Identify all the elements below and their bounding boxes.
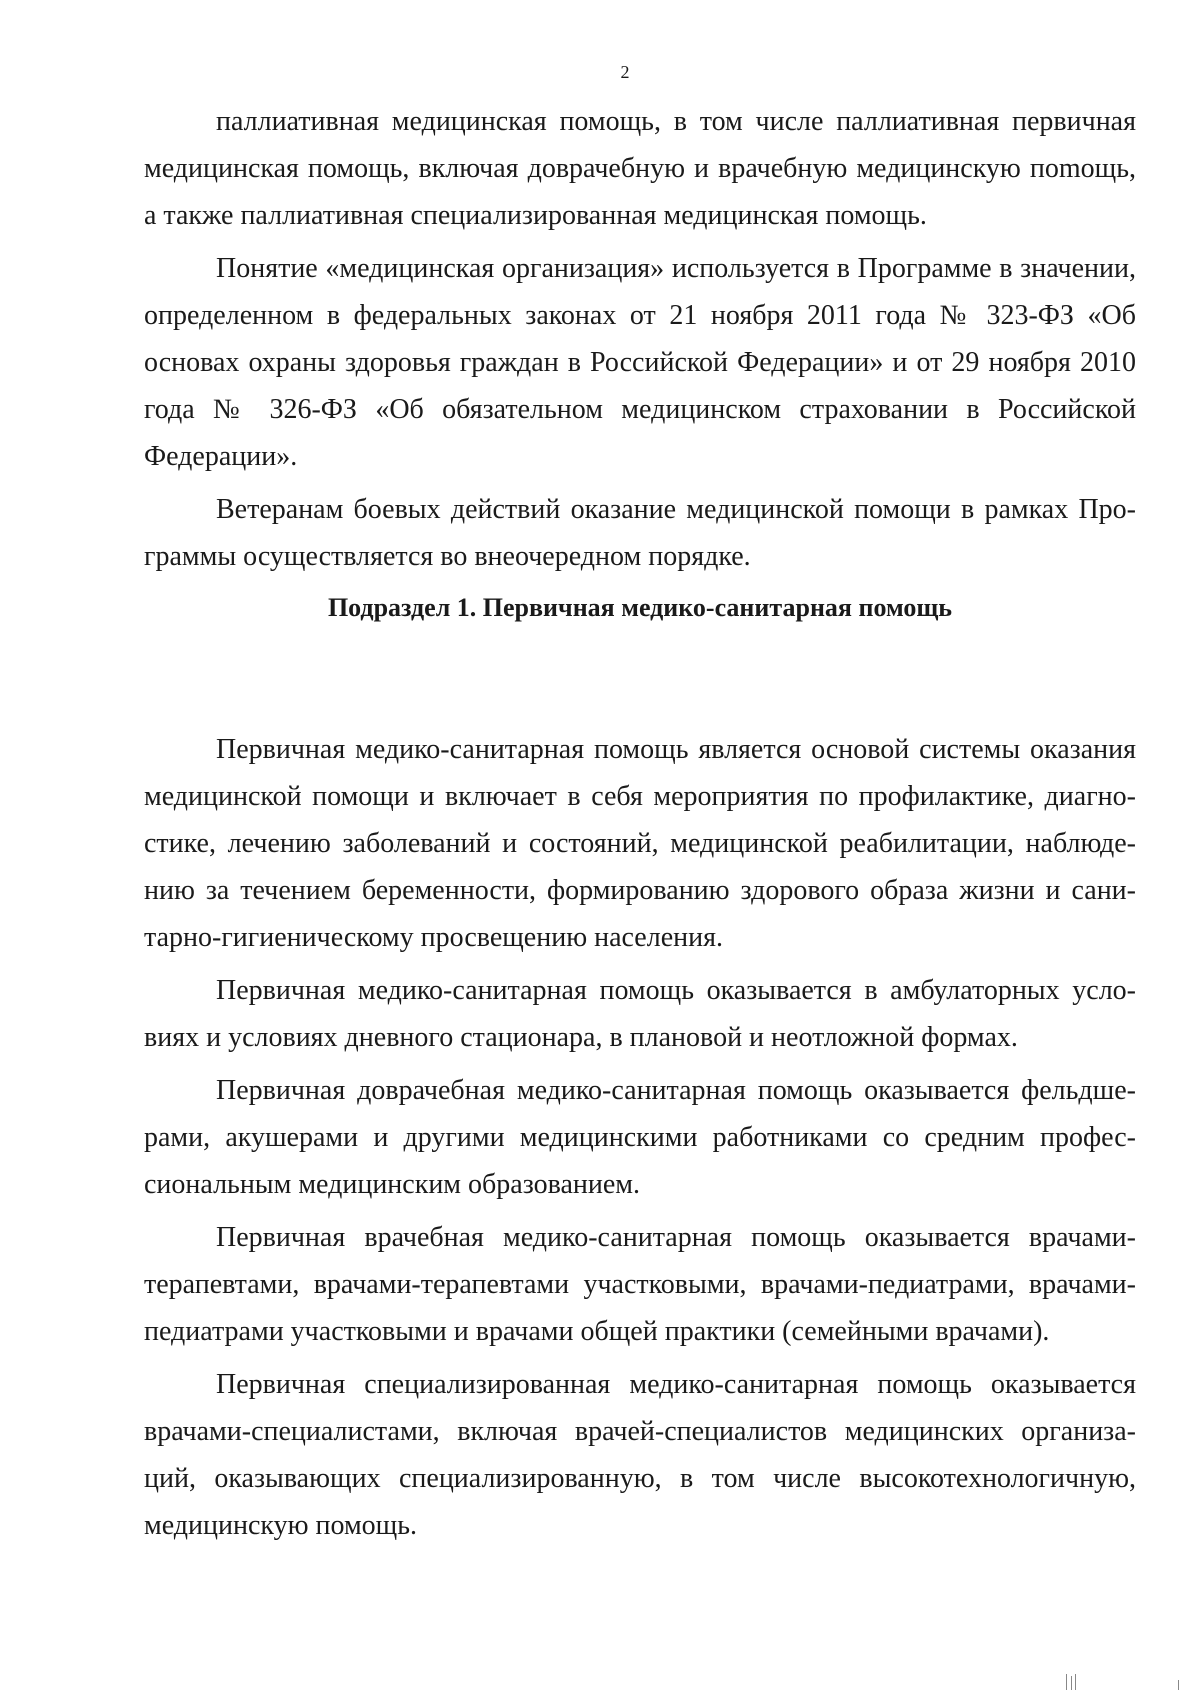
- intro-block: [144, 98, 1136, 580]
- scan-edge-mark: [1075, 1674, 1076, 1690]
- paragraph-primary-care-basis: Первичная медико-санитарная помощь является основой системы оказания медицинской помощи и включает в себя мероприятия по профилактике, диагностике, лечению заболеваний и состояний, медицинской реабилитации, наблюдению за течением беременности, формированию здорового образа жизни и санитарно-гигиеническому просвещению населения.: [144, 734, 1136, 953]
- paragraph-palliative-care: паллиативная медицинская помощь, в том числе паллиативная первичная медицинская помощь, включая доврачебную и врачебную медицинскую поmощь, а также паллиативная специализированная медицинская помощь.: [144, 106, 1136, 231]
- paragraph-specialized-care: Первичная специализированная медико-санитарная помощь оказывается врачами-специалистами, включая врачей-специалистов медицинских организаций, оказывающих специализированную, в том числе высокотехнологичную, медицинскую помощь.: [144, 1369, 1136, 1541]
- primary-care-section: [144, 726, 1136, 1549]
- section-heading: Подраздел 1. Первичная медико-санитарная помощь: [327, 593, 953, 622]
- paragraph-physician-care: Первичная врачебная медико-санитарная помощь оказывается врачами-терапевтами, врачами-терапевтами участковыми, врачами-педиатрами, врачами-педиатрами участковыми и врачами общей практики (семейными врачами).: [144, 1222, 1136, 1347]
- page-number: 2: [620, 62, 630, 82]
- scan-edge-mark: [1066, 1674, 1067, 1690]
- scan-edge-mark: [1071, 1676, 1072, 1690]
- paragraph-pre-physician-care: Первичная доврачебная медико-санитарная помощь оказывается фельдшерами, акушерами и другими медицинскими работниками со средним профессиональным медицинским образованием.: [144, 1075, 1136, 1200]
- paragraph-veterans: Ветеранам боевых действий оказание медицинской помощи в рамках Программы осуществляется во внеочередном порядке.: [144, 494, 1136, 572]
- paragraph-primary-care-conditions: Первичная медико-санитарная помощь оказывается в амбулаторных условиях и условиях дневного стационара, в плановой и неотложной формах.: [144, 975, 1136, 1053]
- paragraph-medical-organization-definition: Понятие «медицинская организация» используется в Программе в значении, определенном в федеральных законах от 21 ноября 2011 года № 323-ФЗ «Об основах охраны здоровья граждан в Российской Федерации» и от 29 ноября 2010 года № 326-ФЗ «Об обязательном медицинском страховании в Российской Федерации».: [144, 253, 1136, 472]
- scan-edge-mark: [1178, 1680, 1179, 1690]
